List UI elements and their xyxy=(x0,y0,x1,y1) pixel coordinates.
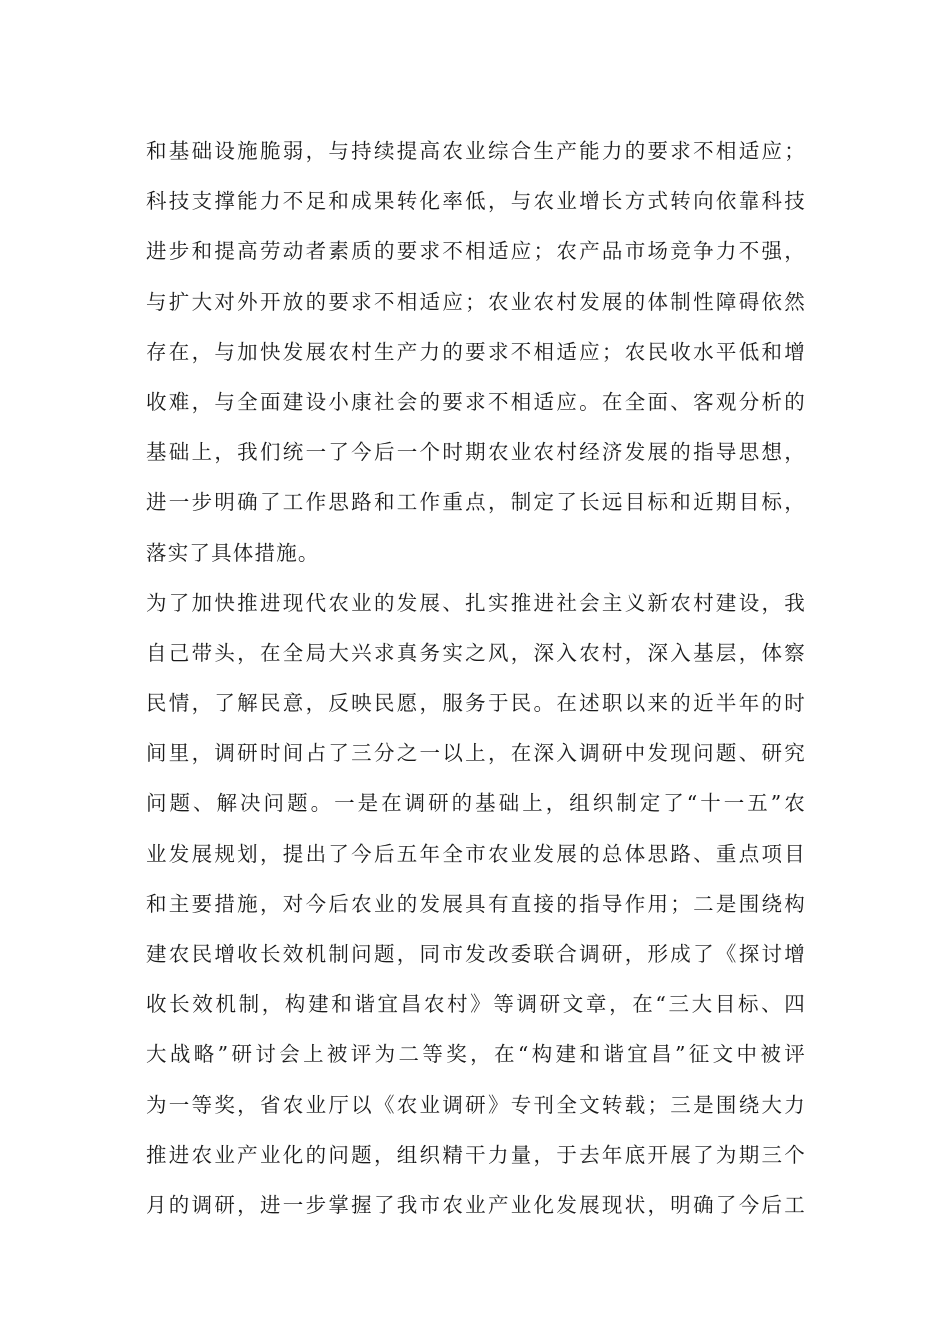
text-line: 自己带头，在全局大兴求真务实之风，深入农村，深入基层，体察 xyxy=(146,640,806,665)
text-line: 民情，了解民意，反映民愿，服务于民。在述职以来的近半年的时 xyxy=(146,691,806,716)
text-line: 科技支撑能力不足和成果转化率低，与农业增长方式转向依靠科技 xyxy=(146,189,806,214)
text-line: 建农民增收长效机制问题，同市发改委联合调研，形成了《探讨增 xyxy=(146,942,806,966)
body-text xyxy=(146,126,806,1230)
text-line: 大战略”研讨会上被评为二等奖，在“构建和谐宜昌”征文中被评 xyxy=(146,1042,806,1067)
text-line: 和主要措施，对今后农业的发展具有直接的指导作用；二是围绕构 xyxy=(146,891,806,916)
paragraph-end-line: 落实了具体措施。 xyxy=(146,540,320,565)
text-line: 问题、解决问题。一是在调研的基础上，组织制定了“十一五”农 xyxy=(146,791,806,816)
text-line: 业发展规划，提出了今后五年全市农业发展的总体思路、重点项目 xyxy=(146,841,806,866)
text-line: 进一步明确了工作思路和工作重点，制定了长远目标和近期目标， xyxy=(146,490,806,515)
text-line: 间里，调研时间占了三分之一以上，在深入调研中发现问题、研究 xyxy=(146,741,806,766)
text-line: 与扩大对外开放的要求不相适应；农业农村发展的体制性障碍依然 xyxy=(146,289,806,314)
text-line: 推进农业产业化的问题，组织精干力量，于去年底开展了为期三个 xyxy=(146,1142,806,1167)
text-line: 收长效机制，构建和谐宜昌农村》等调研文章，在“三大目标、四 xyxy=(146,992,806,1017)
text-line: 为了加快推进现代农业的发展、扎实推进社会主义新农村建设，我 xyxy=(146,590,806,615)
text-line: 月的调研，进一步掌握了我市农业产业化发展现状，明确了今后工 xyxy=(146,1192,806,1217)
text-line: 基础上，我们统一了今后一个时期农业农村经济发展的指导思想， xyxy=(146,440,806,465)
text-line: 和基础设施脆弱，与持续提高农业综合生产能力的要求不相适应； xyxy=(146,139,806,163)
text-line: 收难，与全面建设小康社会的要求不相适应。在全面、客观分析的 xyxy=(146,389,806,414)
text-line: 为一等奖，省农业厅以《农业调研》专刊全文转载；三是围绕大力 xyxy=(146,1092,806,1117)
text-line: 进步和提高劳动者素质的要求不相适应；农产品市场竞争力不强， xyxy=(146,239,806,264)
text-line: 存在，与加快发展农村生产力的要求不相适应；农民收水平低和增 xyxy=(146,339,806,364)
